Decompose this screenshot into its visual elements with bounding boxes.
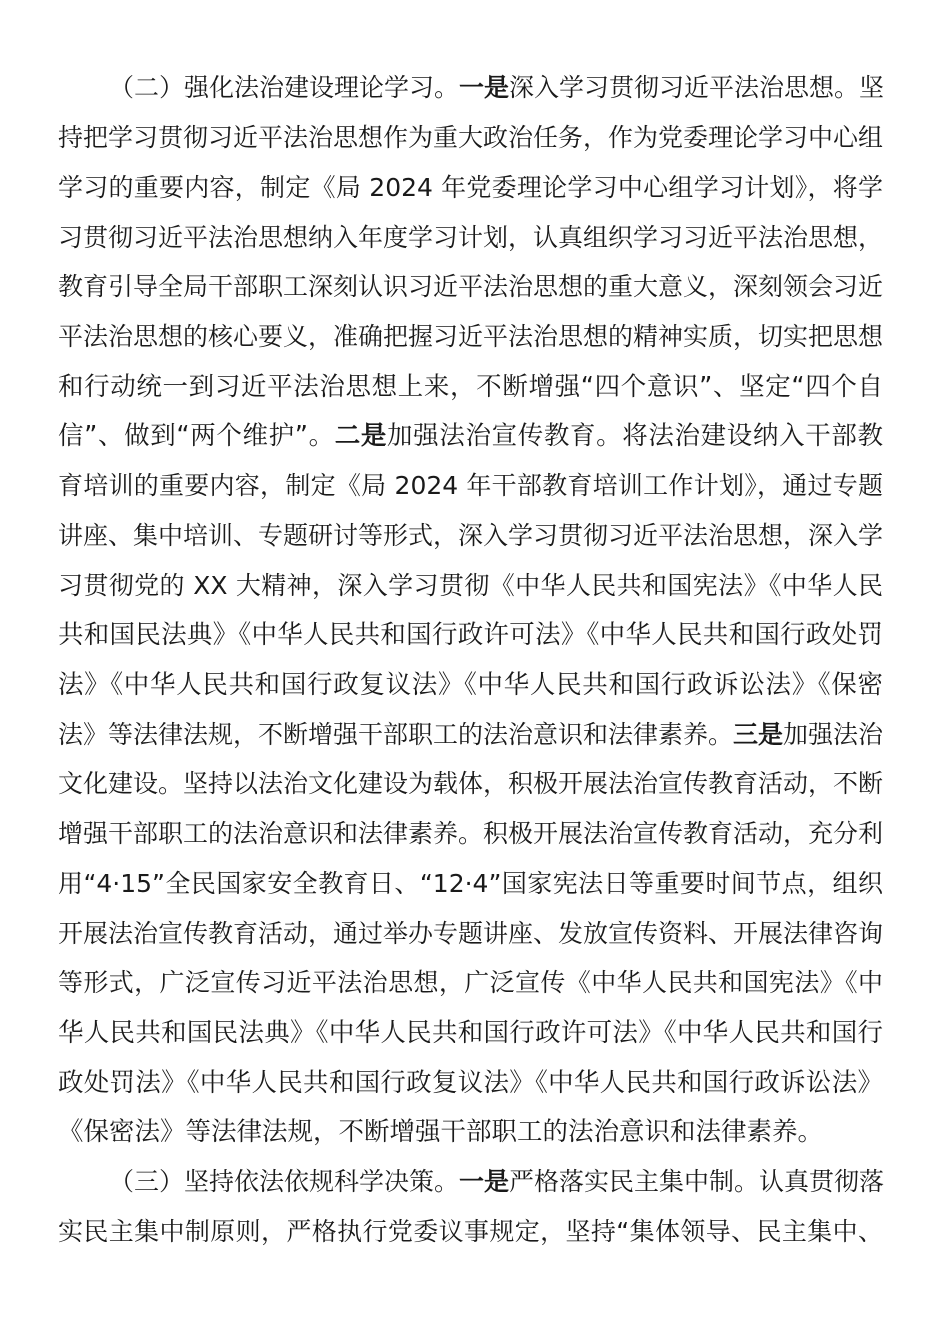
text-line: 实民主集中制原则，严格执行党委议事规定，坚持“集体领导、民主集中、 (58, 1217, 883, 1246)
bold-marker: 一是 (459, 73, 510, 102)
bold-marker: 三是 (733, 720, 784, 749)
bold-marker: 二是 (334, 421, 388, 451)
paragraph-3-line-1: （三）坚持依法依规科学决策。一是严格落实民主集中制。认真贯彻落 (109, 1167, 885, 1196)
text-line: 用“4·15”全民国家安全教育日、“12·4”国家宪法日等重要时间节点，组织 (58, 869, 883, 898)
text-line: 平法治思想的核心要义，准确把握习近平法治思想的精神实质，切实把思想 (58, 322, 884, 351)
text-line: 法》《中华人民共和国行政复议法》《中华人民共和国行政诉讼法》《保密 (58, 670, 883, 700)
text-line: 持把学习贯彻习近平法治思想作为重大政治任务，作为党委理论学习中心组 (58, 123, 884, 152)
text-line: 等形式，广泛宣传习近平法治思想，广泛宣传《中华人民共和国宪法》《中 (58, 968, 883, 997)
text-line: 法》等法律法规，不断增强干部职工的法治意识和法律素养。三是加强法治 (58, 720, 884, 749)
bold-marker: 一是 (459, 1167, 510, 1196)
text-line: 政处罚法》《中华人民共和国行政复议法》《中华人民共和国行政诉讼法》 (58, 1068, 883, 1098)
text-line: 教育引导全局干部职工深刻认识习近平法治思想的重大意义，深刻领会习近 (58, 272, 884, 301)
text-line: 增强干部职工的法治意识和法律素养。积极开展法治宣传教育活动，充分利 (58, 819, 884, 848)
text-line: 《保密法》等法律法规，不断增强干部职工的法治意识和法律素养。 (58, 1117, 824, 1147)
paragraph-2-line-1: （二）强化法治建设理论学习。一是深入学习贯彻习近平法治思想。坚 (109, 73, 885, 102)
text-line: 讲座、集中培训、专题研讨等形式，深入学习贯彻习近平法治思想，深入学 (58, 521, 884, 550)
text-line: 文化建设。坚持以法治文化建设为载体，积极开展法治宣传教育活动，不断 (58, 769, 884, 798)
text-line: 信”、做到“两个维护”。二是加强法治宣传教育。将法治建设纳入干部教 (58, 421, 883, 451)
text-line: 开展法治宣传教育活动，通过举办专题讲座、发放宣传资料、开展法律咨询 (58, 919, 884, 948)
text-line: 华人民共和国民法典》《中华人民共和国行政许可法》《中华人民共和国行 (58, 1018, 883, 1048)
text-line: 和行动统一到习近平法治思想上来，不断增强“四个意识”、坚定“四个自 (58, 372, 883, 402)
text-line: 育培训的重要内容，制定《局 2024 年干部教育培训工作计划》，通过专题 (58, 471, 883, 500)
text-line: 习贯彻党的 XX 大精神，深入学习贯彻《中华人民共和国宪法》《中华人民 (58, 571, 883, 600)
text-line: 习贯彻习近平法治思想纳入年度学习计划，认真组织学习习近平法治思想， (58, 223, 884, 252)
text-line: 共和国民法典》《中华人民共和国行政许可法》《中华人民共和国行政处罚 (58, 620, 883, 650)
text-line: 学习的重要内容，制定《局 2024 年党委理论学习中心组学习计划》，将学 (58, 173, 883, 202)
